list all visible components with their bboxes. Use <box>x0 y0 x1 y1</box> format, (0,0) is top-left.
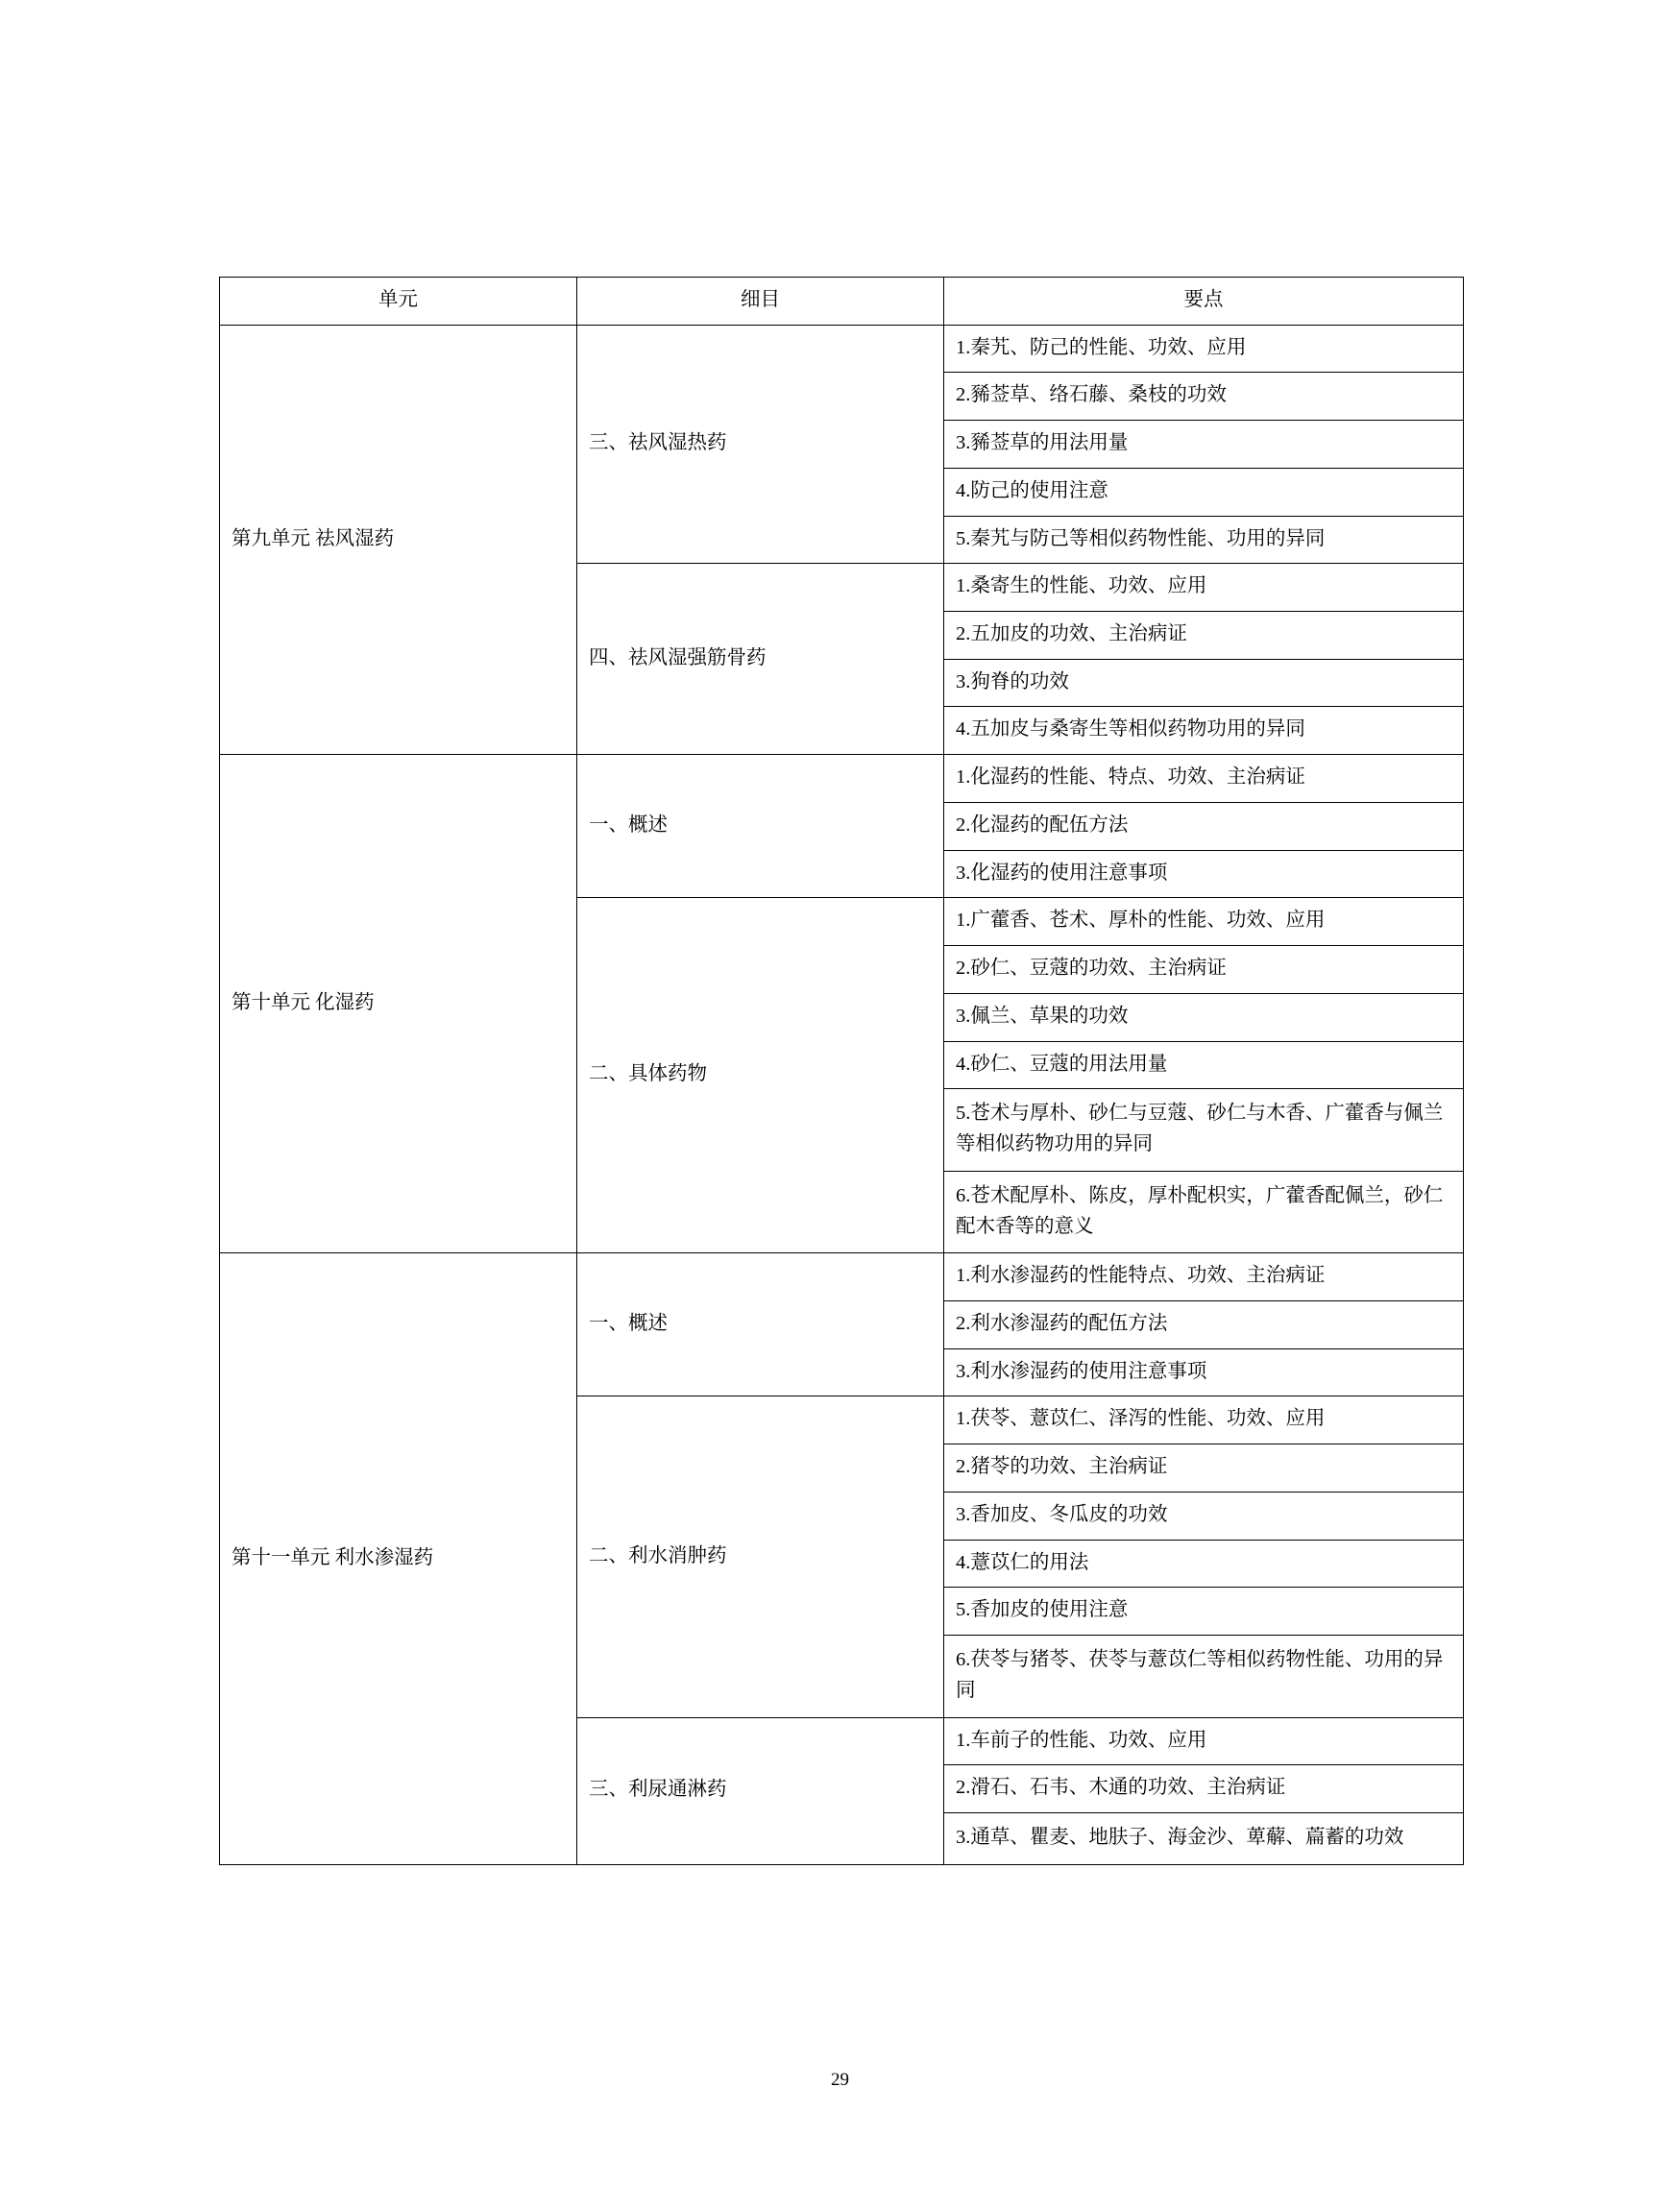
unit-name-cell: 第十一单元 利水渗湿药 <box>220 1253 577 1864</box>
column-header-subsection: 细目 <box>577 278 944 326</box>
point-cell: 3.化湿药的使用注意事项 <box>944 850 1464 898</box>
point-cell: 3.豨莶草的用法用量 <box>944 421 1464 469</box>
point-cell: 4.五加皮与桑寄生等相似药物功用的异同 <box>944 707 1464 755</box>
point-cell: 2.滑石、石韦、木通的功效、主治病证 <box>944 1765 1464 1813</box>
point-cell: 5.秦艽与防己等相似药物性能、功用的异同 <box>944 516 1464 564</box>
column-header-points: 要点 <box>944 278 1464 326</box>
point-cell: 2.五加皮的功效、主治病证 <box>944 612 1464 660</box>
page-number: 29 <box>831 2070 849 2090</box>
point-cell: 3.香加皮、冬瓜皮的功效 <box>944 1492 1464 1540</box>
point-cell: 1.车前子的性能、功效、应用 <box>944 1717 1464 1765</box>
point-cell: 2.砂仁、豆蔻的功效、主治病证 <box>944 946 1464 994</box>
column-header-unit: 单元 <box>220 278 577 326</box>
subsection-name-cell: 一、概述 <box>577 1253 944 1396</box>
point-cell: 1.桑寄生的性能、功效、应用 <box>944 564 1464 612</box>
point-cell: 1.广藿香、苍术、厚朴的性能、功效、应用 <box>944 898 1464 946</box>
point-cell: 4.防己的使用注意 <box>944 468 1464 516</box>
point-cell: 5.苍术与厚朴、砂仁与豆蔻、砂仁与木香、广藿香与佩兰等相似药物功用的异同 <box>944 1089 1464 1172</box>
point-cell: 4.薏苡仁的用法 <box>944 1540 1464 1588</box>
point-cell: 3.利水渗湿药的使用注意事项 <box>944 1348 1464 1396</box>
point-cell: 1.利水渗湿药的性能特点、功效、主治病证 <box>944 1253 1464 1301</box>
table-row <box>220 325 1464 373</box>
subsection-name-cell: 四、祛风湿强筋骨药 <box>577 564 944 755</box>
point-cell: 3.佩兰、草果的功效 <box>944 993 1464 1041</box>
table-header-row <box>220 278 1464 326</box>
syllabus-table <box>219 277 1464 1865</box>
unit-name-cell: 第十单元 化湿药 <box>220 755 577 1253</box>
subsection-name-cell: 三、利尿通淋药 <box>577 1717 944 1864</box>
point-cell: 1.化湿药的性能、特点、功效、主治病证 <box>944 755 1464 803</box>
point-cell: 1.秦艽、防己的性能、功效、应用 <box>944 325 1464 373</box>
subsection-name-cell: 二、利水消肿药 <box>577 1396 944 1717</box>
point-cell: 6.苍术配厚朴、陈皮，厚朴配枳实，广藿香配佩兰，砂仁配木香等的意义 <box>944 1171 1464 1253</box>
point-cell: 2.利水渗湿药的配伍方法 <box>944 1301 1464 1349</box>
subsection-name-cell: 一、概述 <box>577 755 944 898</box>
point-cell: 1.茯苓、薏苡仁、泽泻的性能、功效、应用 <box>944 1396 1464 1444</box>
subsection-name-cell: 三、祛风湿热药 <box>577 325 944 564</box>
point-cell: 5.香加皮的使用注意 <box>944 1588 1464 1636</box>
table-row <box>220 755 1464 803</box>
point-cell: 3.狗脊的功效 <box>944 659 1464 707</box>
point-cell: 2.化湿药的配伍方法 <box>944 802 1464 850</box>
point-cell: 6.茯苓与猪苓、茯苓与薏苡仁等相似药物性能、功用的异同 <box>944 1636 1464 1718</box>
point-cell: 2.猪苓的功效、主治病证 <box>944 1444 1464 1493</box>
point-cell: 2.豨莶草、络石藤、桑枝的功效 <box>944 373 1464 421</box>
point-cell: 4.砂仁、豆蔻的用法用量 <box>944 1041 1464 1089</box>
subsection-name-cell: 二、具体药物 <box>577 898 944 1253</box>
syllabus-table-container <box>219 277 1463 1865</box>
table-row <box>220 1253 1464 1301</box>
point-cell: 3.通草、瞿麦、地肤子、海金沙、萆薢、萹蓄的功效 <box>944 1813 1464 1865</box>
unit-name-cell: 第九单元 祛风湿药 <box>220 325 577 754</box>
